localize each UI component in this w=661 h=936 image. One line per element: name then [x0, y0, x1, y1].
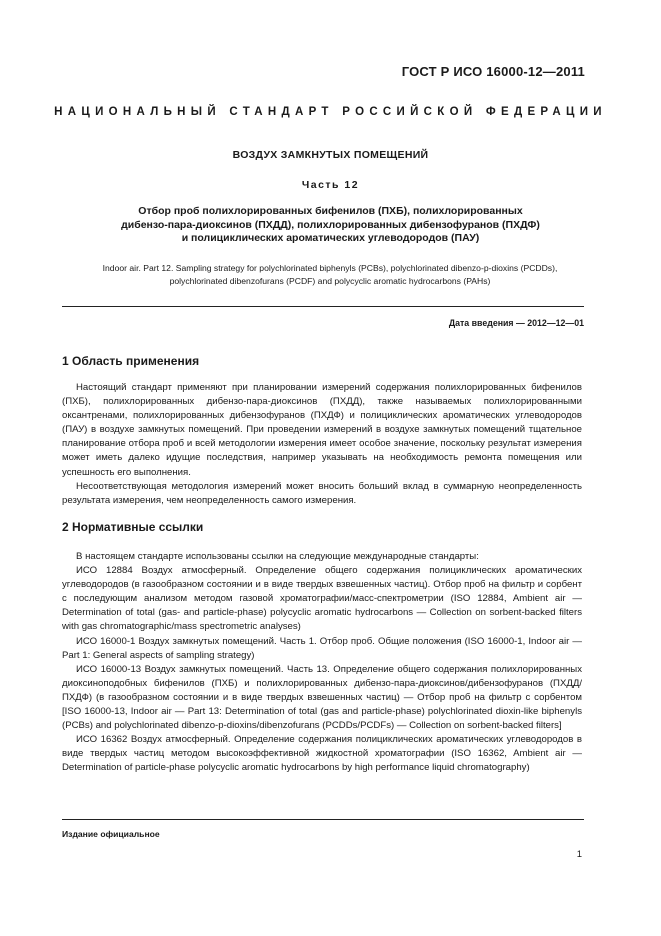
paragraph: ИСО 16000-1 Воздух замкнутых помещений. Часть 1. Отбор проб. Общие положения (ISO 16000-1, Indoor air — Part 1: General aspects of sampling strategy) — [62, 635, 582, 661]
paragraph: Настоящий стандарт применяют при планировании измерений содержания полихлорированных бифенилов (ПХБ), полихлорированных дибензо-пара-диоксинов (ПХДД), также называемых полихлорированными оксантренами, полихлорированных дибензофуранов (ПХДФ) и полициклических ароматических углеводородов (ПАУ) в воздухе замкнутых помещений. При проведении измерений в воздухе замкнутых помещений тщательное планирование отбора проб и всей методологии измерения имеет особое значение, поскольку результат измерения может иметь далеко идущие последствия, например указывать на необходимость ремонта помещения или успешность его выполнения. — [62, 382, 582, 478]
paragraph: Несоответствующая методология измерений может вносить больший вклад в суммарную неопределенность результата измерения, чем неопределенность самого измерения. — [62, 480, 582, 506]
subtitle-line: дибензо-пара-диоксинов (ПХДД), полихлорированных дибензофуранов (ПХДФ) — [121, 218, 540, 231]
section-body-scope — [62, 381, 582, 508]
introduction-date: Дата введения — 2012—12—01 — [448, 318, 584, 328]
section-heading-scope: 1 Область применения — [62, 354, 200, 368]
subtitle-line: Отбор проб полихлорированных бифенилов (ПХБ), полихлорированных — [138, 205, 523, 217]
standard-code: ГОСТ Р ИСО 16000-12—2011 — [401, 64, 585, 79]
paragraph: В настоящем стандарте использованы ссылки на следующие международные стандарты: — [76, 551, 479, 562]
section-body-references — [62, 550, 582, 776]
paragraph: ИСО 16362 Воздух атмосферный. Определение содержания полициклических ароматических углеводородов в виде твердых частиц методом высокоэффективной жидкостной хроматографии (ISO 16362, Ambient air — Determination of particle-phase polycyclic aromatic hydrocarbons by high performance liquid chromatography) — [62, 734, 582, 774]
english-title — [40, 262, 620, 287]
divider — [62, 306, 584, 307]
part-label: Часть 12 — [301, 179, 360, 191]
english-title-line: Indoor air. Part 12. Sampling strategy for polychlorinated biphenyls (PCBs), polychlorinated dibenzo-p-dioxins (PCDDs), — [102, 263, 558, 273]
document-subtitle — [48, 205, 613, 246]
footer-divider — [62, 819, 584, 820]
national-standard-heading: НАЦИОНАЛЬНЫЙ СТАНДАРТ РОССИЙСКОЙ ФЕДЕРАЦИИ — [54, 106, 607, 118]
document-title: ВОЗДУХ ЗАМКНУТЫХ ПОМЕЩЕНИЙ — [232, 149, 429, 161]
section-heading-references: 2 Нормативные ссылки — [62, 520, 204, 534]
edition-label: Издание официальное — [62, 829, 160, 839]
page-number: 1 — [576, 849, 582, 860]
english-title-line: polychlorinated dibenzofurans (PCDF) and polycyclic aromatic hydrocarbons (PAHs) — [169, 275, 491, 286]
paragraph: ИСО 16000-13 Воздух замкнутых помещений. Часть 13. Определение общего содержания полихлорированных диоксиноподобных бифенилов (ПХБ) и полихлорированных дибензо-пара-диоксинов/дибензофуранов (ПХДД/ПХДФ) (в газообразном состоянии и в виде твердых взвешенных частиц) — Отбор проб на фильтр с сорбентом [ISO 16000-13, Indoor air — Part 13: Determination of total (gas and particle-phase) polychlorinated dioxin-like biphenyls (PCBs) and polychlorinated dibenzo-p-dioxins/dibenzofurans (PCDDs/PCDFs) — Collection on sorbent-backed filters] — [62, 663, 582, 732]
paragraph: ИСО 12884 Воздух атмосферный. Определение общего содержания полициклических ароматических углеводородов (в газообразном состоянии и в виде твердых взвешенных частиц). Отбор проб на фильтр и сорбент с последующим анализом методом газовой хроматографии/масс-спектрометрии (ISO 12884, Ambient air — Determination of total (gas- and particle-phase) polycyclic aromatic hydrocarbons — Collection on sorbent-backed filters with gas chromatographic/mass spectrometric analyses) — [62, 565, 582, 633]
subtitle-line: и полициклических ароматических углеводородов (ПАУ) — [181, 232, 480, 244]
